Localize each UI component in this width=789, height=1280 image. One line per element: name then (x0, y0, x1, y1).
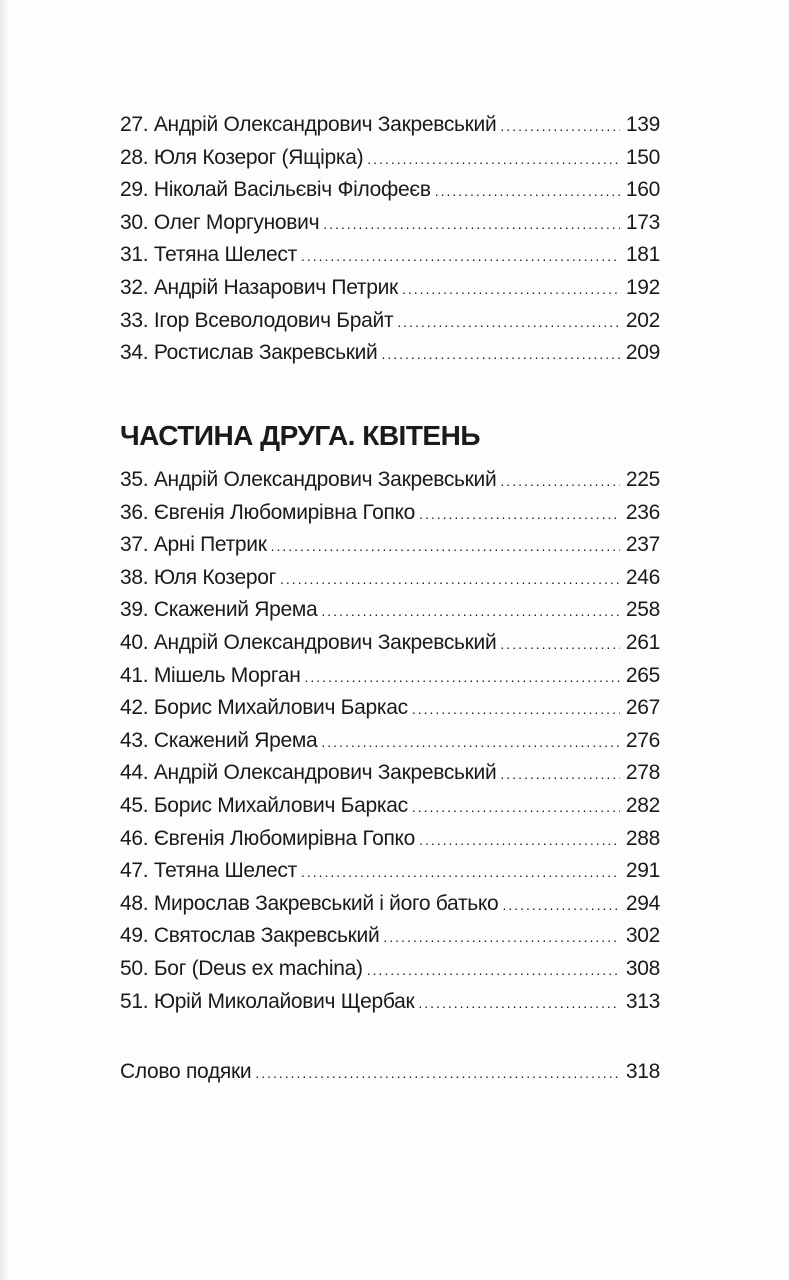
toc-entry-page: 181 (625, 243, 660, 267)
toc-entry-page: 282 (625, 793, 660, 817)
toc-entry-title: 34. Ростислав Закревський (120, 341, 378, 365)
toc-entry[interactable] (120, 859, 660, 892)
toc-entry[interactable] (120, 1060, 660, 1093)
dot-leader (301, 864, 620, 880)
dot-leader (500, 766, 619, 782)
toc-entry-page: 302 (625, 924, 660, 948)
toc-entry[interactable] (120, 664, 660, 697)
dot-leader (323, 216, 620, 232)
toc-entry-page: 278 (625, 761, 660, 785)
dot-leader (500, 473, 619, 489)
toc-entry-title: 32. Андрій Назарович Петрик (120, 275, 398, 299)
toc-entry-page: 294 (625, 891, 660, 915)
dot-leader (367, 962, 620, 978)
toc-entry[interactable] (120, 341, 660, 374)
toc-entry[interactable] (120, 990, 660, 1023)
dot-leader (412, 799, 620, 815)
toc-entry-title: 30. Олег Моргунович (120, 210, 320, 234)
toc-entry-title: 35. Андрій Олександрович Закревський (120, 468, 497, 491)
toc-entry-title: 47. Тетяна Шелест (120, 859, 297, 883)
toc-entry-title: 37. Арні Петрик (120, 533, 267, 557)
toc-entry[interactable] (120, 924, 660, 957)
toc-entry-page: 276 (625, 728, 660, 752)
toc-entry-title: 31. Тетяна Шелест (120, 243, 297, 267)
toc-entry-page: 313 (625, 989, 660, 1013)
toc-entry-title: 41. Мішель Морган (120, 663, 301, 687)
dot-leader (397, 314, 620, 330)
toc-entry-page: 139 (625, 113, 660, 136)
toc-entry[interactable] (120, 794, 660, 827)
toc-entry-title: 39. Скажений Ярема (120, 598, 318, 622)
toc-entry[interactable] (120, 146, 660, 179)
toc-entry[interactable] (120, 827, 660, 860)
toc-entry[interactable] (120, 276, 660, 309)
toc-acknowledgements (120, 1060, 660, 1093)
toc-entry[interactable] (120, 761, 660, 794)
dot-leader (383, 929, 619, 945)
toc-entry[interactable] (120, 533, 660, 566)
page-edge-shadow (0, 0, 10, 1280)
part-two-heading: ЧАСТИНА ДРУГА. КВІТЕНЬ (120, 420, 480, 451)
toc-entry-page: 261 (625, 630, 660, 654)
toc-entry-page: 173 (625, 210, 660, 234)
toc-entry[interactable] (120, 178, 660, 211)
toc-entry-page: 202 (625, 308, 660, 332)
toc-entry-title: 43. Скажений Ярема (120, 728, 318, 752)
dot-leader (301, 248, 620, 264)
toc-entry[interactable] (120, 501, 660, 534)
toc-entry-title: 50. Бог (Deus ex machina) (120, 956, 363, 980)
dot-leader (500, 636, 619, 652)
dot-leader (435, 183, 620, 199)
toc-entry-title: 33. Ігор Всеволодович Брайт (120, 308, 394, 332)
toc-entry-page: 192 (625, 275, 660, 299)
toc-entry-title: 46. Євгенія Любомирівна Гопко (120, 826, 416, 850)
dot-leader (255, 1065, 620, 1081)
toc-entry-page: 267 (625, 696, 660, 720)
toc-entry-title: 45. Борис Михайлович Баркас (120, 793, 408, 817)
toc-entry-page: 265 (625, 663, 660, 687)
toc-entry-title: 42. Борис Михайлович Баркас (120, 696, 408, 720)
toc-entry-page: 288 (625, 826, 660, 850)
toc-entry-page: 318 (625, 1060, 660, 1083)
dot-leader (419, 832, 620, 848)
toc-entry[interactable] (120, 243, 660, 276)
toc-entry[interactable] (120, 309, 660, 342)
dot-leader (502, 897, 619, 913)
toc-entry[interactable] (120, 566, 660, 599)
dot-leader (402, 281, 620, 297)
toc-part-two (120, 468, 660, 1022)
toc-entry-title: 36. Євгенія Любомирівна Гопко (120, 500, 416, 524)
toc-entry-title: 40. Андрій Олександрович Закревський (120, 630, 497, 654)
toc-entry-page: 237 (625, 533, 660, 557)
toc-entry-page: 209 (625, 341, 660, 365)
toc-entry[interactable] (120, 729, 660, 762)
toc-entry-page: 291 (625, 859, 660, 883)
dot-leader (321, 603, 619, 619)
toc-entry-title: 51. Юрій Миколайович Щербак (120, 989, 415, 1013)
dot-leader (305, 669, 620, 685)
toc-entry[interactable] (120, 892, 660, 925)
dot-leader (280, 571, 620, 587)
toc-entry[interactable] (120, 957, 660, 990)
toc-entry[interactable] (120, 598, 660, 631)
toc-entry-page: 246 (625, 565, 660, 589)
toc-entry-title: 38. Юля Козерог (120, 565, 277, 589)
toc-entry[interactable] (120, 468, 660, 501)
toc-entry[interactable] (120, 113, 660, 146)
dot-leader (418, 995, 619, 1011)
toc-entry-title: 49. Святослав Закревський (120, 924, 380, 948)
dot-leader (367, 151, 620, 167)
toc-entry[interactable] (120, 696, 660, 729)
dot-leader (500, 118, 619, 134)
toc-entry-page: 258 (625, 598, 660, 622)
toc-entry[interactable] (120, 631, 660, 664)
toc-entry-title: 27. Андрій Олександрович Закревський (120, 113, 497, 136)
toc-entry-page: 150 (625, 145, 660, 169)
toc-entry-page: 225 (625, 468, 660, 491)
toc-entry[interactable] (120, 211, 660, 244)
toc-entry-title: 44. Андрій Олександрович Закревський (120, 761, 497, 785)
toc-entry-title: Слово подяки (120, 1060, 252, 1083)
toc-part-one (120, 113, 660, 374)
dot-leader (419, 506, 620, 522)
dot-leader (381, 346, 619, 362)
toc-entry-page: 236 (625, 500, 660, 524)
toc-entry-title: 48. Мирослав Закревський і його батько (120, 891, 499, 915)
toc-entry-title: 29. Ніколай Васільєвіч Філофеєв (120, 178, 431, 202)
dot-leader (271, 538, 620, 554)
toc-entry-page: 308 (625, 956, 660, 980)
toc-entry-page: 160 (625, 178, 660, 202)
dot-leader (412, 701, 620, 717)
toc-entry-title: 28. Юля Козерог (Ящірка) (120, 145, 364, 169)
dot-leader (321, 734, 619, 750)
